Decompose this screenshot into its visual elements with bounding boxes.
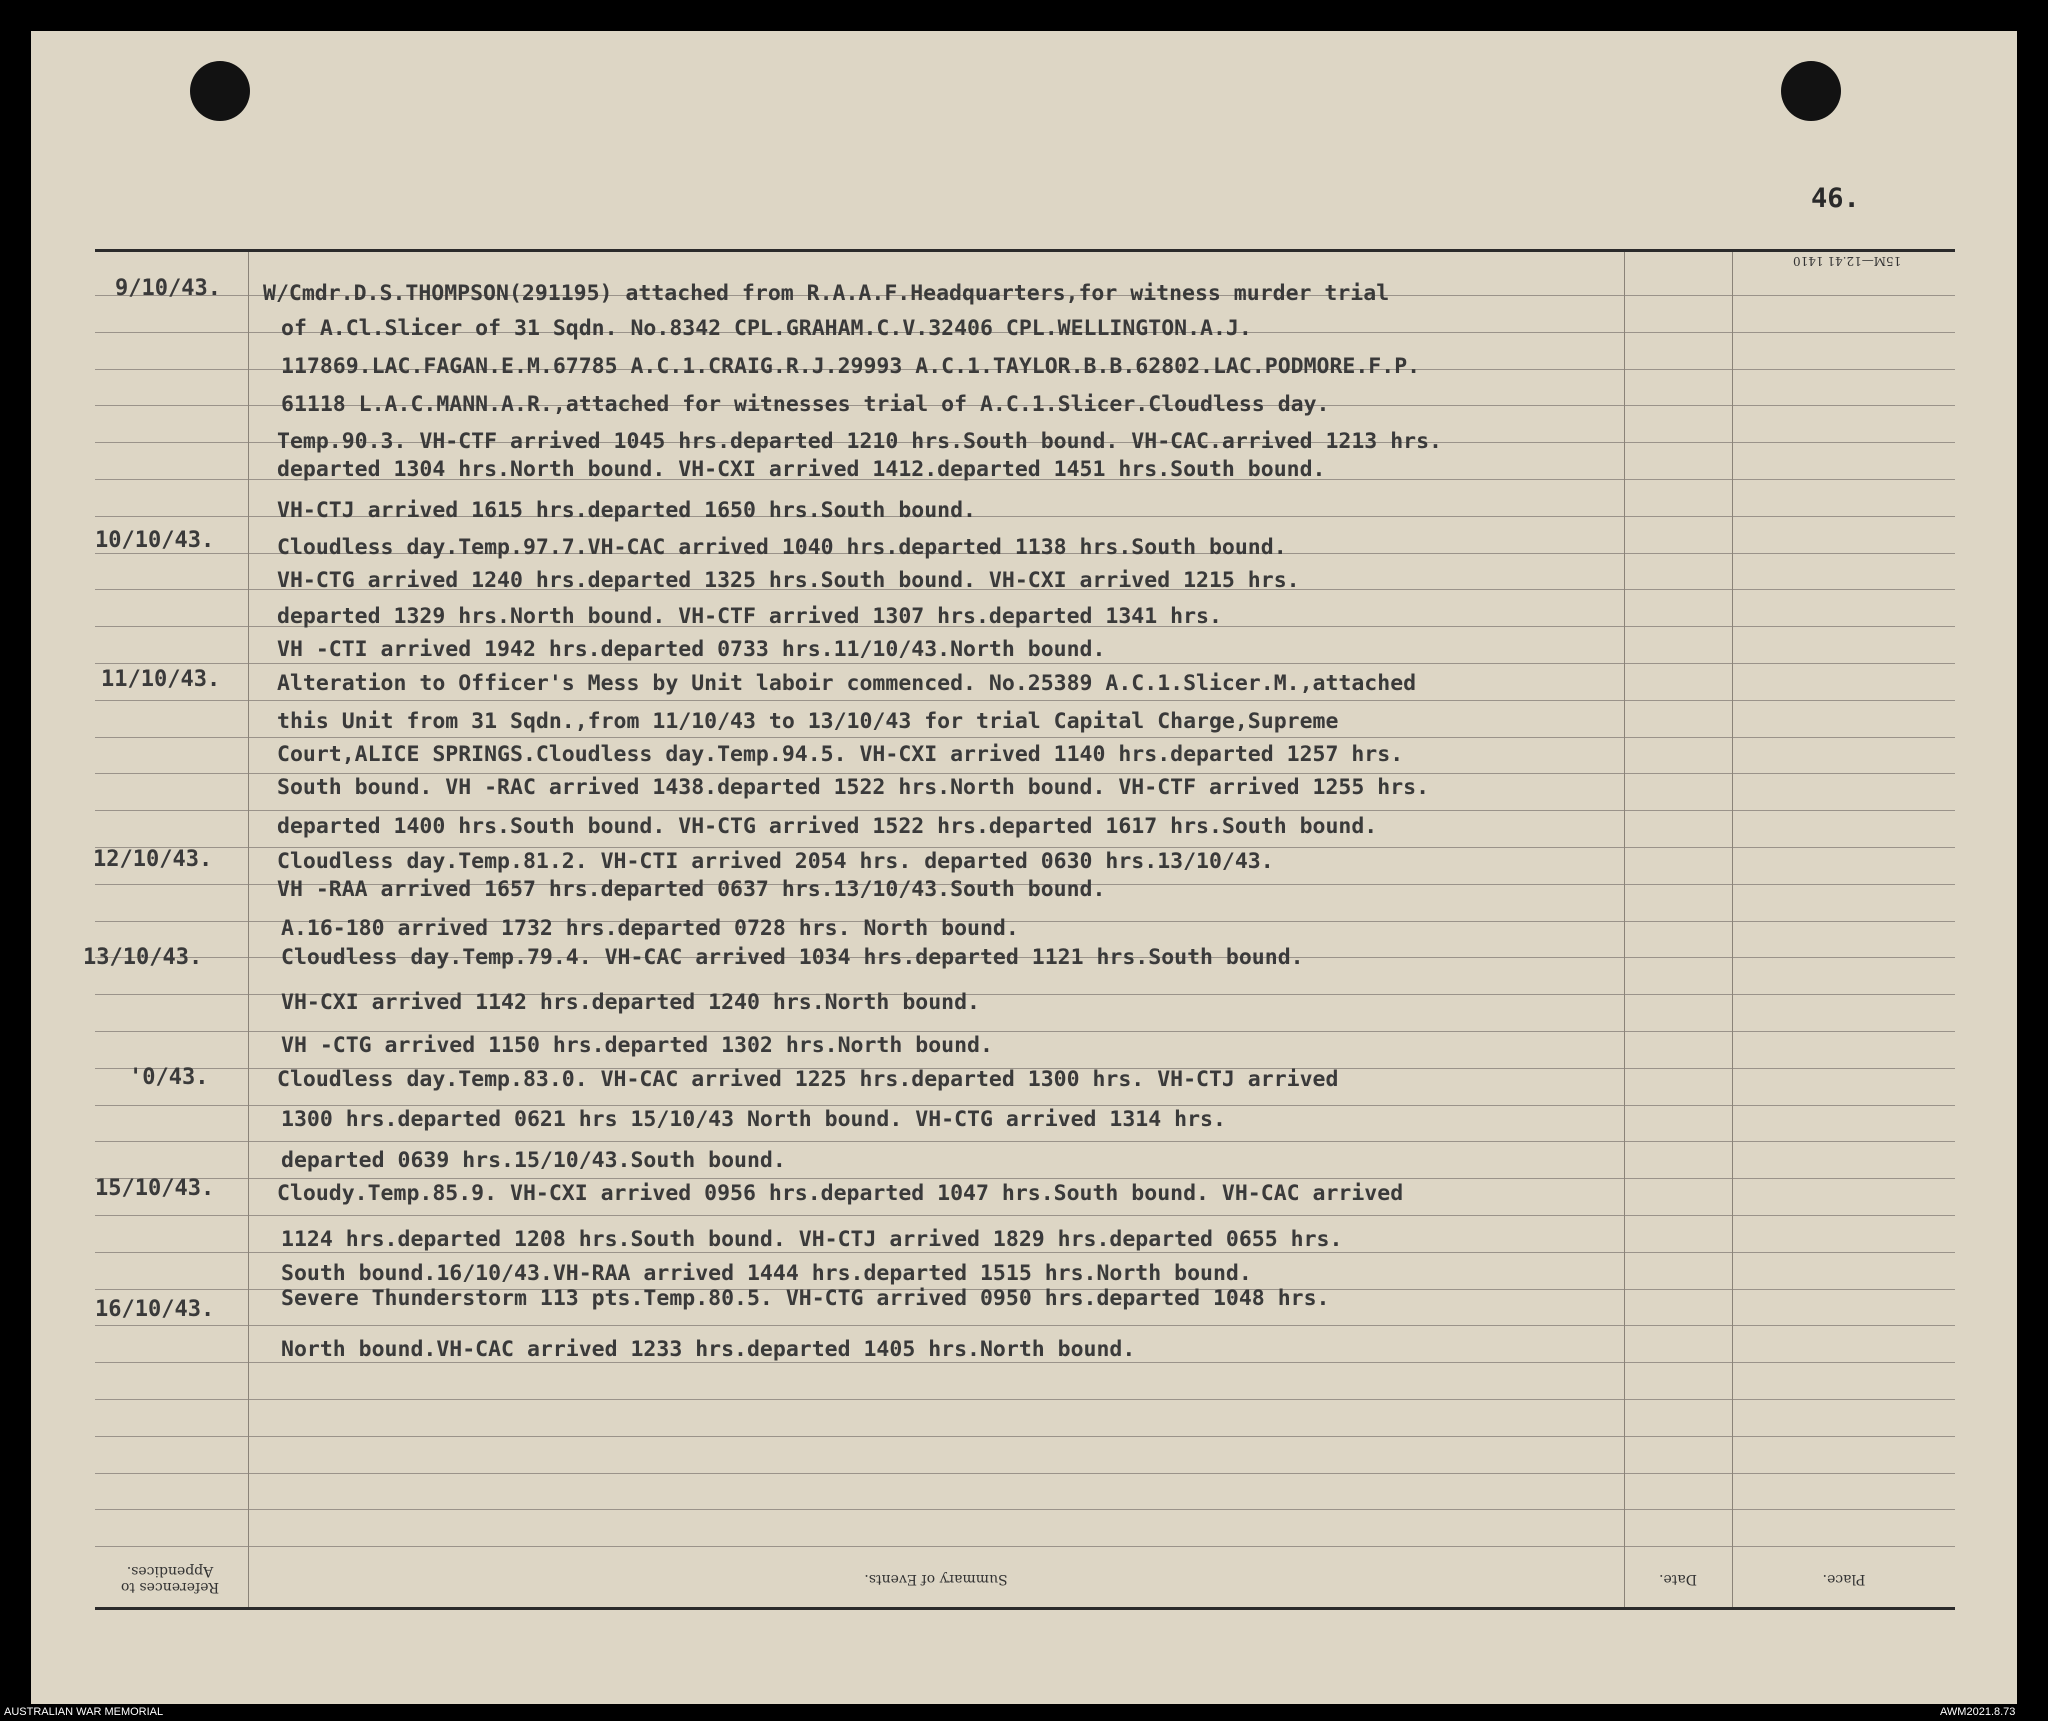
place-header: Place. — [1822, 1571, 1866, 1587]
event-line: South bound. VH -RAC arrived 1438.departed 1522 hrs.North bound. VH-CTF arrived 1255 hrs. — [277, 775, 1430, 800]
punch-hole-right — [1781, 61, 1841, 121]
event-line: departed 1329 hrs.North bound. VH-CTF arrived 1307 hrs.departed 1341 hrs. — [277, 604, 1222, 629]
event-line: departed 1400 hrs.South bound. VH-CTG arrived 1522 hrs.departed 1617 hrs.South bound. — [277, 814, 1378, 839]
column-divider-place — [1732, 252, 1733, 1607]
ruled-line — [95, 1215, 1955, 1216]
event-line: North bound.VH-CAC arrived 1233 hrs.departed 1405 hrs.North bound. — [281, 1337, 1136, 1362]
event-line: Cloudless day.Temp.97.7.VH-CAC arrived 1040 hrs.departed 1138 hrs.South bound. — [277, 535, 1287, 560]
entry-date: 10/10/43. — [95, 528, 215, 553]
event-line: 1300 hrs.departed 0621 hrs 15/10/43 North bound. VH-CTG arrived 1314 hrs. — [281, 1107, 1226, 1132]
ruled-line — [95, 773, 1955, 774]
ruled-line — [95, 663, 1955, 664]
references-to-appendices-header: References to Appendices. — [120, 1563, 220, 1595]
event-line: 61118 L.A.C.MANN.A.R.,attached for witnesses trial of A.C.1.Slicer.Cloudless day. — [281, 392, 1330, 417]
event-line: 1124 hrs.departed 1208 hrs.South bound. VH-CTJ arrived 1829 hrs.departed 0655 hrs. — [281, 1227, 1343, 1252]
event-line: Cloudless day.Temp.79.4. VH-CAC arrived 1034 hrs.departed 1121 hrs.South bound. — [281, 945, 1304, 970]
diary-sheet — [31, 31, 2017, 1704]
event-line: Cloudy.Temp.85.9. VH-CXI arrived 0956 hrs.departed 1047 hrs.South bound. VH-CAC arrived — [277, 1181, 1404, 1206]
event-line: Cloudless day.Temp.83.0. VH-CAC arrived 1225 hrs.departed 1300 hrs. VH-CTJ arrived — [277, 1067, 1339, 1092]
page-number: 46. — [1811, 183, 1860, 214]
ruled-line — [95, 1546, 1955, 1547]
event-line: Severe Thunderstorm 113 pts.Temp.80.5. VH-CTG arrived 0950 hrs.departed 1048 hrs. — [281, 1286, 1330, 1311]
print-code: 15M—12.41 1410 — [1793, 254, 1902, 268]
entry-date: 13/10/43. — [83, 945, 203, 970]
ruled-line — [95, 1178, 1955, 1179]
entry-date: '0/43. — [129, 1065, 209, 1090]
event-line: VH -CTI arrived 1942 hrs.departed 0733 hrs.11/10/43.North bound. — [277, 637, 1106, 662]
ruled-line — [95, 1141, 1955, 1142]
ruled-line — [95, 1325, 1955, 1326]
event-line: Temp.90.3. VH-CTF arrived 1045 hrs.departed 1210 hrs.South bound. VH-CAC.arrived 1213 hrs. — [277, 429, 1442, 454]
top-rule — [95, 249, 1955, 252]
entry-date: 9/10/43. — [115, 276, 221, 301]
event-line: departed 1304 hrs.North bound. VH-CXI arrived 1412.departed 1451 hrs.South bound. — [277, 457, 1326, 482]
entry-date: 16/10/43. — [95, 1297, 215, 1322]
event-line: A.16-180 arrived 1732 hrs.departed 0728 hrs. North bound. — [281, 916, 1019, 941]
ruled-line — [95, 847, 1955, 848]
bottom-rule — [95, 1607, 1955, 1610]
event-line: Alteration to Officer's Mess by Unit laboir commenced. No.25389 A.C.1.Slicer.M.,attached — [277, 671, 1417, 696]
ruled-line — [95, 1509, 1955, 1510]
ruled-line — [95, 1473, 1955, 1474]
event-line: 117869.LAC.FAGAN.E.M.67785 A.C.1.CRAIG.R.J.29993 A.C.1.TAYLOR.B.B.62802.LAC.PODMORE.F.P. — [281, 354, 1421, 379]
ruled-line — [95, 810, 1955, 811]
ruled-line — [95, 700, 1955, 701]
entry-date: 15/10/43. — [95, 1176, 215, 1201]
event-line: this Unit from 31 Sqdn.,from 11/10/43 to 13/10/43 for trial Capital Charge,Supreme — [277, 709, 1339, 734]
event-line: South bound.16/10/43.VH-RAA arrived 1444 hrs.departed 1515 hrs.North bound. — [281, 1261, 1252, 1286]
event-line: VH-CXI arrived 1142 hrs.departed 1240 hrs.North bound. — [281, 990, 980, 1015]
column-divider-left — [248, 252, 249, 1607]
event-line: Cloudless day.Temp.81.2. VH-CTI arrived 2054 hrs. departed 0630 hrs.13/10/43. — [277, 849, 1274, 874]
entry-date: 12/10/43. — [93, 847, 213, 872]
institution-caption: AUSTRALIAN WAR MEMORIAL — [4, 1706, 164, 1718]
event-line: VH -RAA arrived 1657 hrs.departed 0637 hrs.13/10/43.South bound. — [277, 877, 1106, 902]
event-line: VH -CTG arrived 1150 hrs.departed 1302 hrs.North bound. — [281, 1033, 993, 1058]
accession-caption: AWM2021.8.73 — [1940, 1706, 2016, 1718]
event-line: VH-CTJ arrived 1615 hrs.departed 1650 hrs.South bound. — [277, 498, 976, 523]
punch-hole-left — [190, 61, 250, 121]
entry-date: 11/10/43. — [101, 667, 221, 692]
event-line: W/Cmdr.D.S.THOMPSON(291195) attached from R.A.A.F.Headquarters,for witness murder trial — [263, 281, 1390, 306]
column-divider-date — [1624, 252, 1625, 1607]
ruled-line — [95, 1031, 1955, 1032]
event-line: Court,ALICE SPRINGS.Cloudless day.Temp.94.5. VH-CXI arrived 1140 hrs.departed 1257 hrs. — [277, 742, 1404, 767]
summary-of-events-header: Summary of Events. — [864, 1571, 1008, 1587]
ruled-line — [95, 1105, 1955, 1106]
ruled-line — [95, 737, 1955, 738]
event-line: of A.Cl.Slicer of 31 Sqdn. No.8342 CPL.GRAHAM.C.V.32406 CPL.WELLINGTON.A.J. — [281, 316, 1252, 341]
ruled-line — [95, 1399, 1955, 1400]
ruled-line — [95, 1436, 1955, 1437]
event-line: VH-CTG arrived 1240 hrs.departed 1325 hrs.South bound. VH-CXI arrived 1215 hrs. — [277, 568, 1300, 593]
date-header: Date. — [1659, 1571, 1697, 1587]
event-line: departed 0639 hrs.15/10/43.South bound. — [281, 1148, 786, 1173]
